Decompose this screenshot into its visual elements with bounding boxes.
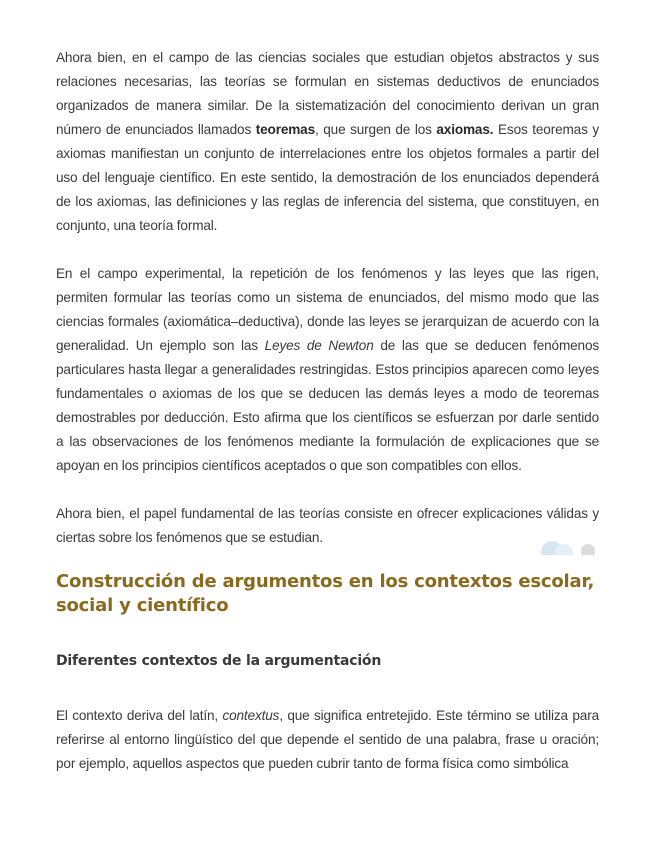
decorative-graphic-fragment xyxy=(541,535,611,555)
paragraph-1-text-c: Esos teoremas y axiomas manifiestan un conjunto de interrelaciones entre los objetos formales a partir del uso del lenguaje científico. En este sentido, la demostración de los enunciados dependerá de los axiomas, las definiciones y las reglas de inferencia del sistema, que constituyen, en conjunto, una teoría formal. xyxy=(56,122,599,233)
paragraph-role-of-theories: Ahora bien, el papel fundamental de las teorías consiste en ofrecer explicaciones válidas y ciertas sobre los fenómenos que se estudian. xyxy=(56,506,599,545)
paragraph-1-text-a: Ahora bien, en el campo de las ciencias sociales que estudian objetos abstractos y sus relaciones necesarias, las teorías se formulan en sistemas deductivos de enunciados organizados de manera similar. De la sistematización del conocimiento derivan un gran número de enunciados llamados xyxy=(56,50,599,137)
term-leyes-de-newton: Leyes de Newton xyxy=(264,338,374,353)
section-heading: Construcción de argumentos en los contextos escolar, social y científico xyxy=(56,571,595,616)
term-teoremas: teoremas xyxy=(255,122,315,137)
term-axiomas: axiomas. xyxy=(436,122,494,137)
paragraph-4-text-a: El contexto deriva del latín, xyxy=(56,708,223,723)
paragraph-experimental-field xyxy=(56,262,599,478)
paragraph-context-definition xyxy=(56,704,599,776)
paragraph-formal-theories xyxy=(56,46,599,238)
paragraph-2-text-a: En el campo experimental, la repetición de los fenómenos y las leyes que las rigen, permiten formular las teorías como un sistema de enunciados, del mismo modo que las ciencias formales (axiomática–deductiva), donde las leyes se jerarquizan de acuerdo con la generalidad. Un ejemplo son las xyxy=(56,266,599,353)
paragraph-4-text-b: , que significa entretejido. Este término se utiliza para referirse al entorno lingüístico del que depende el sentido de una palabra, frase u oración; por ejemplo, aquellos aspectos que pueden cubrir tanto de forma física como simbólica xyxy=(56,708,599,771)
paragraph-1-text-b: , que surgen de los xyxy=(315,122,437,137)
paragraph-spacer xyxy=(56,238,599,262)
subsection-heading: Diferentes contextos de la argumentación xyxy=(56,653,382,669)
paragraph-2-text-b: de las que se deducen fenómenos particulares hasta llegar a generalidades restringidas. Estos principios aparecen como leyes fundamentales o axiomas de los que se deducen las demás leyes a modo de teoremas demostrables por deducción. Esto afirma que los científicos se esfuerzan por darle sentido a las observaciones de los fenómenos mediante la formulación de explicaciones que se apoyan en los principios científicos aceptados o que son compatibles con ellos. xyxy=(56,338,600,473)
document-body xyxy=(56,46,599,550)
paragraph-spacer xyxy=(56,478,599,502)
term-contextus: contextus xyxy=(222,708,280,723)
